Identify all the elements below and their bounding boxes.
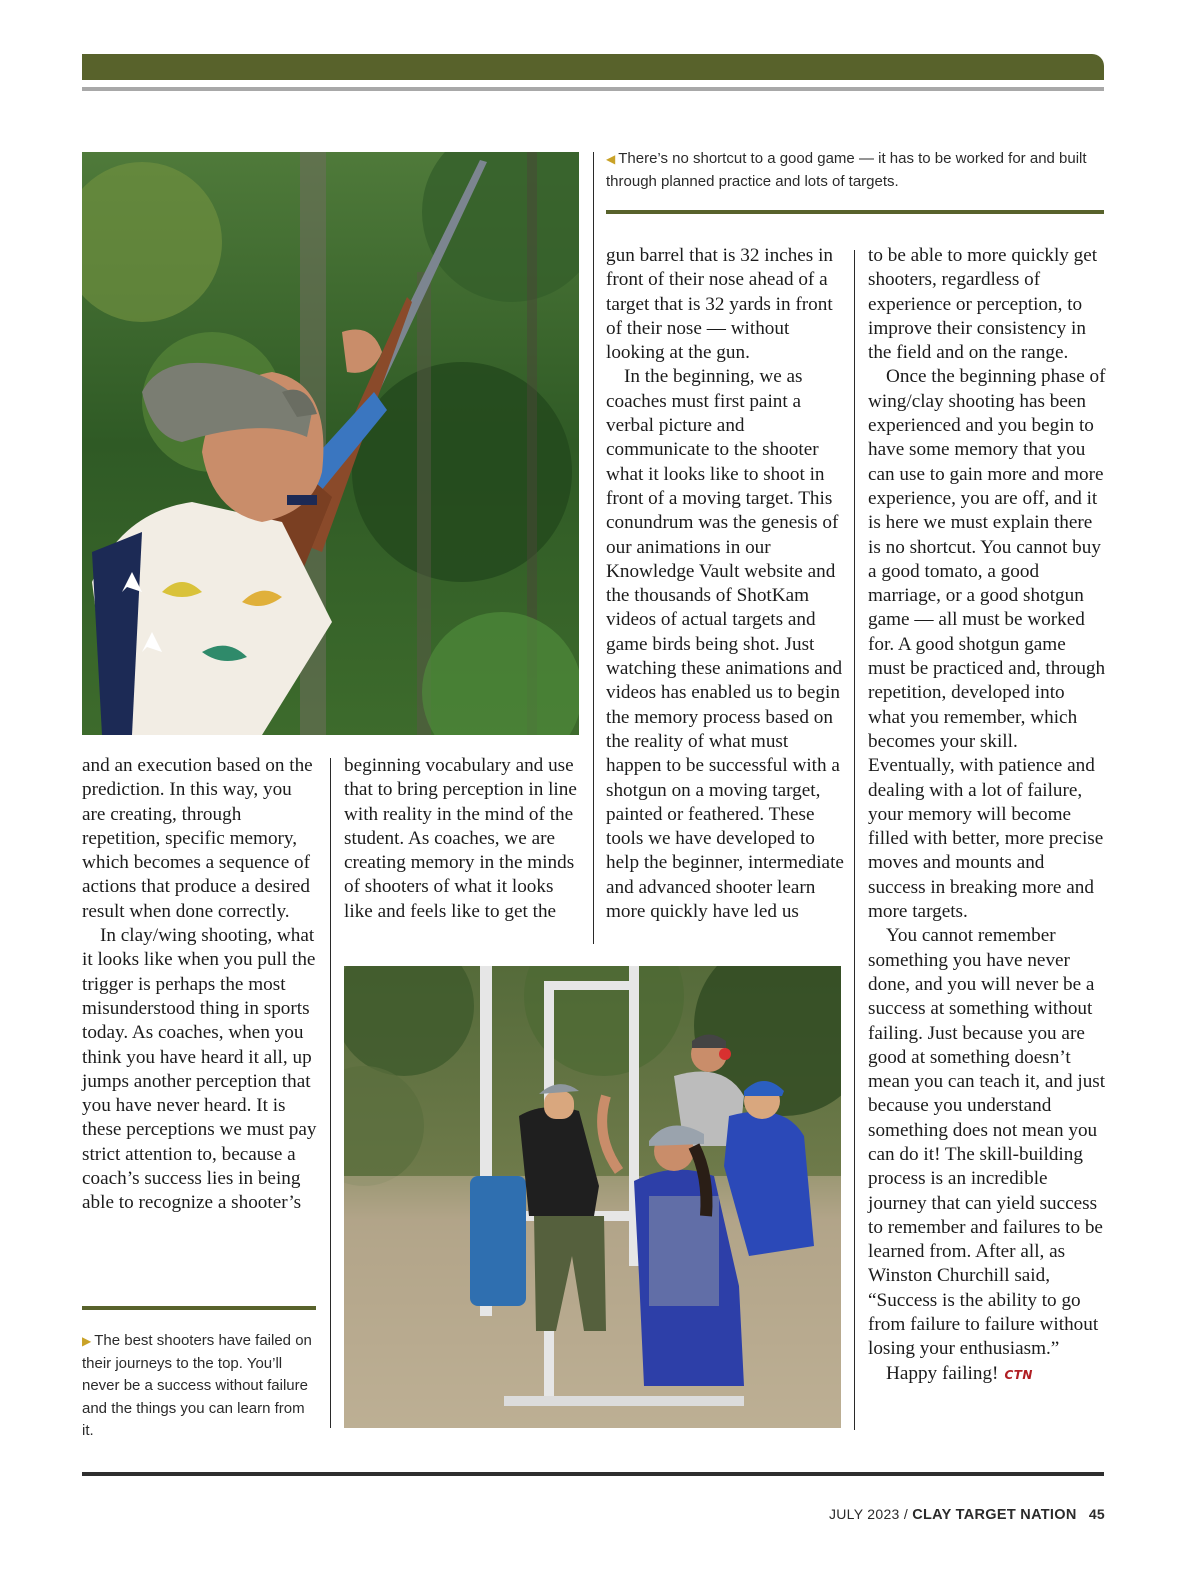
caption-bottom-text: The best shooters have failed on their journeys to the top. You’ll never be a success without failure and the things you can learn from it.: [82, 1332, 312, 1439]
caption-top: [606, 148, 1104, 193]
caption-bottom-rule: [82, 1306, 316, 1310]
closing-line: [868, 1362, 1106, 1387]
paragraph: In clay/wing shooting, what it looks like when you pull the trigger is perhaps the most misunderstood thing in sports today. As coaches, when you think you have heard it all, up jumps another perception that you have never heard. It is these perceptions we must pay strict attention to, because a coach’s success lies in being able to recognize a shooter’s: [82, 925, 317, 1214]
header-rule: [82, 87, 1104, 91]
column-divider: [330, 758, 331, 1428]
ctn-end-mark-icon: CTN: [1004, 1367, 1033, 1382]
footer-issue: JULY 2023 /: [828, 1506, 909, 1522]
header-band: [82, 54, 1104, 80]
caption-top-text: There’s no shortcut to a good game — it has to be worked for and built through planned practice and lots of targets.: [606, 150, 1087, 190]
paragraph: In the beginning, we as coaches must first paint a verbal picture and communicate to the shooter what it looks like to shoot in front of a moving target. This conundrum was the genesis of our animations in our Knowledge Vault website and the thousands of ShotKam videos of actual targets and game birds being shot. Just watching these animations and videos has enabled us to begin the memory process based on the reality of what must happen to be successful with a shotgun on a moving target, painted or feathered. These tools we have developed to help the beginner, intermediate and advanced shooter learn more quickly have led us: [606, 366, 844, 923]
footer-magazine-name: CLAY TARGET NATION: [912, 1507, 1077, 1523]
caption-arrow-right-icon: ▶: [82, 1334, 92, 1348]
article-column-4: [868, 244, 1106, 1387]
caption-bottom: [82, 1330, 314, 1443]
paragraph: beginning vocabulary and use that to bring perception in line with reality in the mind of the student. As coaches, we are creating memory in the minds of shooters of what it looks like and feels like to get the: [344, 755, 577, 922]
paragraph: Once the beginning phase of wing/clay shooting has been experienced and you begin to have some memory that you can use to gain more and more experience, you are off, and it is here we must explain there is no shortcut. You cannot buy a good tomato, a good marriage, or a good shotgun game — all must be worked for. A good shotgun game must be practiced and, through repetition, developed into what you remember, which becomes your skill. Eventually, with patience and dealing with a lot of failure, your memory will become filled with better, more precise moves and mounts and success in breaking more and more targets.: [868, 366, 1106, 923]
page-number: 45: [1088, 1506, 1105, 1522]
column-divider: [593, 152, 594, 944]
paragraph: gun barrel that is 32 inches in front of their nose ahead of a target that is 32 yards in front of their nose — without looking at the gun.: [606, 245, 833, 364]
coaching-photo: [344, 966, 841, 1428]
paragraph: You cannot remember something you have never done, and you will never be a success at something without failing. Just because you are good at something doesn’t mean you can teach it, and just because you understand something does not mean you can do it! The skill-building process is an incredible journey that can yield success to remember and failures to be learned from. After all, as Winston Churchill said, “Success is the ability to go from failure to failure without losing your enthusiasm.”: [868, 925, 1106, 1360]
article-column-2: [344, 754, 580, 924]
caption-top-rule: [606, 210, 1104, 214]
paragraph: and an execution based on the prediction. In this way, you are creating, through repetition, specific memory, which becomes a sequence of actions that produce a desired result when done correctly.: [82, 755, 313, 922]
article-column-3: [606, 244, 844, 924]
caption-arrow-left-icon: ◀: [606, 152, 616, 166]
page-footer: [829, 1506, 1105, 1523]
shooter-photo: [82, 152, 579, 735]
footer-rule: [82, 1472, 1104, 1476]
column-divider: [854, 250, 855, 1430]
paragraph: to be able to more quickly get shooters, regardless of experience or perception, to improve their consistency in the field and on the range.: [868, 245, 1098, 364]
closing-text: Happy failing!: [886, 1362, 999, 1384]
article-column-1: [82, 754, 318, 1216]
